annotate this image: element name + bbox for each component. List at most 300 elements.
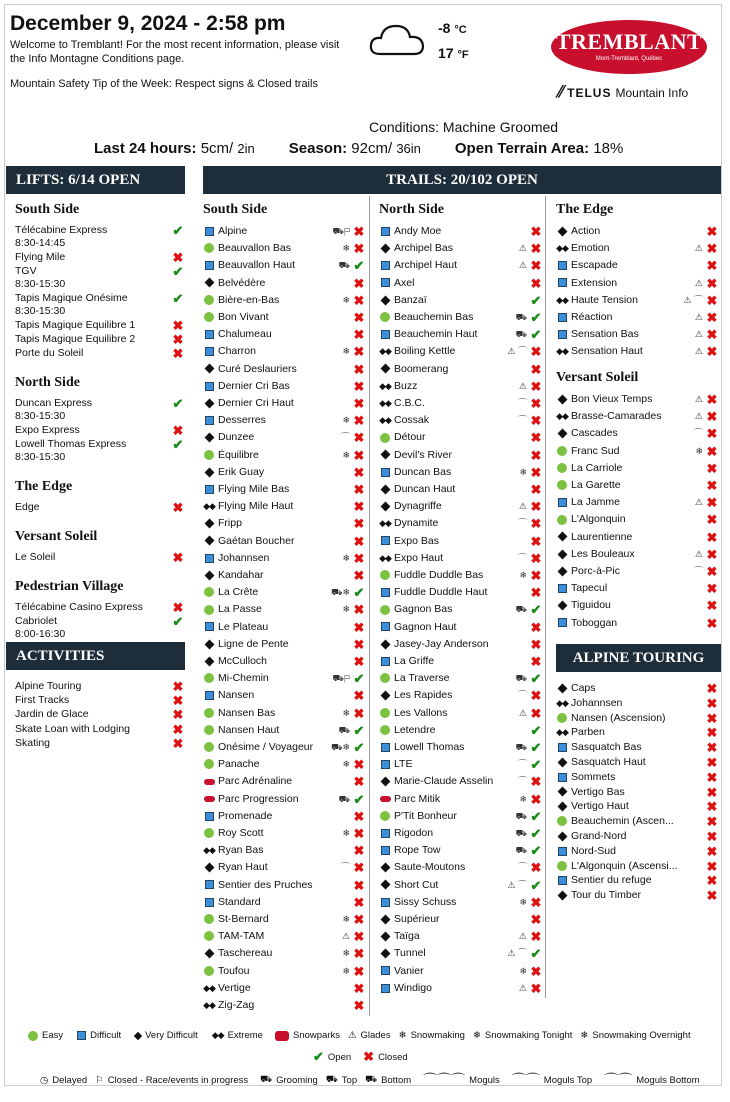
trail-feature-icons: ⌒ xyxy=(517,690,527,701)
closed-x-icon: ✖ xyxy=(706,241,718,257)
closed-x-icon: ✖ xyxy=(353,654,365,669)
trail-row xyxy=(556,531,719,544)
trail-row xyxy=(379,431,543,444)
very-difficult-icon xyxy=(379,638,391,651)
trail-row xyxy=(203,242,366,255)
closed-x-icon: ✖ xyxy=(706,710,718,726)
very-difficult-icon xyxy=(379,449,391,462)
trail-name: Beauvallon Haut xyxy=(218,259,296,272)
trail-name: Cossak xyxy=(394,414,430,427)
open-check-icon: ✔ xyxy=(353,722,365,738)
difficult-icon xyxy=(379,655,391,668)
closed-x-icon: ✖ xyxy=(530,464,542,480)
trail-row xyxy=(203,724,366,737)
trail-name: Bon Vivant xyxy=(218,311,269,323)
extreme-icon: ◆◆ xyxy=(203,982,215,993)
trail-row xyxy=(379,827,543,840)
trail-name: Toufou xyxy=(218,964,250,977)
trail-row xyxy=(203,775,366,788)
easy-icon xyxy=(203,603,215,616)
closed-x-icon: ✖ xyxy=(530,344,542,360)
open-check-icon: ✔ xyxy=(353,258,365,274)
open-check-icon: ✔ xyxy=(172,396,184,411)
trail-row xyxy=(203,294,366,307)
trail-row xyxy=(556,874,719,887)
grooming-bottom-icon: ⛟ xyxy=(365,1074,378,1085)
closed-x-icon: ✖ xyxy=(706,873,718,889)
open-check-icon: ✔ xyxy=(172,614,184,629)
trail-row xyxy=(556,726,719,739)
trail-feature-icons: ❄ xyxy=(519,570,527,580)
trail-feature-icons: ⌒ xyxy=(340,432,350,443)
trail-feature-icons: ⛟⚐ xyxy=(332,673,350,684)
lift-name: Flying Mile xyxy=(15,251,66,263)
trail-name: Haute Tension xyxy=(571,293,638,306)
closed-x-icon: ✖ xyxy=(172,500,184,515)
closed-x-icon: ✖ xyxy=(172,550,184,565)
lift-row xyxy=(15,251,185,264)
lift-row xyxy=(15,615,185,641)
lift-hours: 8:30-15:30 xyxy=(15,278,66,290)
section-title: North Side xyxy=(379,202,444,217)
lift-name: Tapis Magique Equilibre 1 xyxy=(15,319,136,331)
trail-name: Tour du Timber xyxy=(571,889,642,902)
telus-mountain-info: ⫽ TELUS Mountain Info xyxy=(556,84,689,101)
trail-row xyxy=(379,225,543,238)
snow-stats xyxy=(94,140,623,157)
closed-x-icon: ✖ xyxy=(353,499,365,515)
trail-row xyxy=(379,535,543,548)
closed-x-icon: ✖ xyxy=(530,860,542,876)
trail-name: Curé Deslauriers xyxy=(218,362,297,375)
difficult-icon xyxy=(379,896,391,909)
trail-feature-icons: ⚠ xyxy=(694,312,703,322)
open-check-icon: ✔ xyxy=(313,1049,324,1064)
lift-row xyxy=(15,601,185,614)
closed-x-icon: ✖ xyxy=(353,361,365,377)
trail-row xyxy=(379,345,543,358)
closed-x-icon: ✖ xyxy=(353,533,365,549)
flag-icon: ⚐ xyxy=(95,1074,104,1086)
trail-feature-icons: ⚠ xyxy=(694,411,703,422)
trail-name: Vertige xyxy=(218,981,251,994)
trail-feature-icons: ⚠ xyxy=(518,931,527,942)
closed-x-icon: ✖ xyxy=(706,615,718,631)
difficult-icon xyxy=(556,328,568,341)
trail-row xyxy=(556,513,719,526)
lift-row xyxy=(15,333,185,346)
closed-x-icon: ✖ xyxy=(530,929,542,945)
lift-row xyxy=(15,397,185,423)
trail-row xyxy=(556,860,719,873)
very-difficult-icon xyxy=(556,682,568,695)
trail-row xyxy=(379,930,543,943)
trail-row xyxy=(379,655,543,668)
closed-x-icon: ✖ xyxy=(530,447,542,463)
difficult-icon xyxy=(379,827,391,840)
easy-icon xyxy=(203,724,215,737)
trail-name: Boomerang xyxy=(394,362,449,375)
difficult-icon xyxy=(379,328,391,341)
extreme-icon: ◆◆ xyxy=(211,1030,224,1040)
very-difficult-icon xyxy=(379,879,391,892)
very-difficult-icon xyxy=(379,483,391,496)
trail-name: Nansen Haut xyxy=(218,723,280,736)
closed-x-icon: ✖ xyxy=(530,224,542,239)
trail-feature-icons: ⚠ ⌒ xyxy=(507,879,527,890)
trail-feature-icons: ⚠ ⌒ xyxy=(683,294,703,305)
trail-feature-icons: ❄ xyxy=(342,346,350,357)
trail-row xyxy=(379,242,543,255)
trail-feature-icons: ⛟ xyxy=(515,329,527,340)
trail-name: Dernier Cri Bas xyxy=(218,379,290,392)
trail-name: Caps xyxy=(571,682,596,694)
section-title: South Side xyxy=(203,202,268,217)
trail-row xyxy=(203,449,366,462)
difficult-icon xyxy=(203,896,215,909)
easy-icon xyxy=(203,672,215,685)
trail-row xyxy=(203,431,366,444)
trail-row xyxy=(556,479,719,492)
trail-row xyxy=(203,810,366,823)
snowpark-icon xyxy=(203,793,215,806)
trail-name: Windigo xyxy=(394,981,432,994)
moguls-icon: ⌒⌒⌒ xyxy=(423,1072,466,1088)
closed-x-icon: ✖ xyxy=(353,482,365,497)
closed-x-icon: ✖ xyxy=(530,894,542,910)
closed-x-icon: ✖ xyxy=(353,241,365,257)
extreme-icon: ◆◆ xyxy=(203,1000,215,1010)
open-check-icon: ✔ xyxy=(172,291,184,306)
closed-x-icon: ✖ xyxy=(706,529,718,545)
trail-row xyxy=(203,397,366,410)
lift-row xyxy=(15,501,185,514)
trail-feature-icons: ⚠ ⌒ xyxy=(507,948,527,959)
extreme-icon: ◆◆ xyxy=(379,380,391,391)
easy-icon xyxy=(556,860,568,873)
closed-x-icon: ✖ xyxy=(530,241,542,257)
closed-x-icon: ✖ xyxy=(353,688,365,704)
very-difficult-icon xyxy=(203,466,215,479)
difficult-icon xyxy=(203,345,215,358)
trail-name: Archipel Haut xyxy=(394,259,458,272)
trail-row xyxy=(556,294,719,307)
trail-feature-icons: ⚠ xyxy=(694,277,703,288)
trail-name: Expo Haut xyxy=(394,551,444,564)
trail-name: Expo Bas xyxy=(394,534,439,547)
trail-name: Lowell Thomas xyxy=(394,741,465,753)
trail-feature-icons: ❄ xyxy=(342,948,350,959)
lift-name: Télécabine Express 8:30-14:45 xyxy=(15,224,108,249)
trail-feature-icons: ❄ xyxy=(342,604,350,615)
activity-name: Skating xyxy=(15,736,51,749)
closed-x-icon: ✖ xyxy=(353,757,365,773)
trail-row xyxy=(556,845,719,858)
closed-x-icon: ✖ xyxy=(172,250,184,265)
lift-name: Tapis Magique Equilibre 2 xyxy=(15,333,136,345)
trail-name: McCulloch xyxy=(218,655,268,667)
trail-name: Mi-Chemin xyxy=(218,672,269,685)
trail-name: Rope Tow xyxy=(394,844,441,857)
difficult-icon xyxy=(556,311,568,324)
trail-name: Chalumeau xyxy=(218,328,272,341)
closed-x-icon: ✖ xyxy=(353,550,365,566)
easy-icon xyxy=(379,311,391,324)
very-difficult-icon xyxy=(203,947,215,960)
trail-row xyxy=(556,582,719,595)
trail-feature-icons: ❄ xyxy=(342,914,350,924)
trail-row xyxy=(556,786,719,799)
closed-x-icon: ✖ xyxy=(353,894,365,910)
difficult-icon xyxy=(379,225,391,238)
trail-row xyxy=(556,697,719,710)
trail-name: Nansen (Ascension) xyxy=(571,711,666,724)
trail-name: P'Tit Bonheur xyxy=(394,809,457,822)
trail-name: Escapade xyxy=(571,259,618,272)
trail-feature-icons: ⛟ xyxy=(515,810,527,821)
activity-row xyxy=(15,680,185,693)
trail-name: Parben xyxy=(571,726,605,739)
trail-feature-icons: ⛟❄ xyxy=(331,742,350,752)
closed-x-icon: ✖ xyxy=(353,344,365,360)
trail-feature-icons: ❄ xyxy=(342,828,350,838)
lift-row xyxy=(15,319,185,332)
trail-row xyxy=(203,638,366,651)
closed-x-icon: ✖ xyxy=(353,275,365,291)
trail-name: Vertigo Bas xyxy=(571,785,625,798)
trail-name: Sentier du refuge xyxy=(571,874,652,887)
trail-name: Tapecul xyxy=(571,582,608,595)
trail-feature-icons: ⛟ xyxy=(338,724,350,735)
trail-feature-icons: ⚠ xyxy=(518,243,527,254)
trail-name: Dynagriffe xyxy=(394,500,442,513)
difficult-icon xyxy=(556,874,568,887)
trail-name: Duncan Haut xyxy=(394,483,456,495)
closed-x-icon: ✖ xyxy=(530,430,542,446)
closed-x-icon: ✖ xyxy=(706,409,718,425)
trail-row xyxy=(556,393,719,406)
trail-row xyxy=(203,758,366,771)
trail-name: Fuddle Duddle Haut xyxy=(394,586,488,599)
very-difficult-icon xyxy=(203,638,215,651)
closed-x-icon: ✖ xyxy=(353,826,365,841)
open-check-icon: ✔ xyxy=(530,602,542,618)
trail-row xyxy=(203,827,366,840)
trail-name: C.B.C. xyxy=(394,397,425,409)
closed-x-icon: ✖ xyxy=(530,774,542,790)
very-difficult-icon xyxy=(556,756,568,769)
trail-name: Standard xyxy=(218,895,261,908)
very-difficult-icon xyxy=(556,889,568,902)
lift-name: Duncan Express 8:30-15:30 xyxy=(15,397,93,422)
trail-feature-icons: ⚠ xyxy=(518,260,527,271)
activity-row xyxy=(15,708,185,721)
closed-x-icon: ✖ xyxy=(172,332,184,347)
difficult-icon xyxy=(379,466,391,479)
very-difficult-icon xyxy=(379,242,391,255)
trail-row xyxy=(379,844,543,857)
trail-feature-icons: ⛟ xyxy=(338,793,350,804)
trail-row xyxy=(203,380,366,393)
trail-row xyxy=(203,414,366,427)
lift-name: Télécabine Casino Express xyxy=(15,601,143,613)
extreme-icon: ◆◆ xyxy=(556,346,568,357)
closed-x-icon: ✖ xyxy=(353,327,365,343)
difficult-icon xyxy=(379,982,391,995)
difficult-icon xyxy=(379,741,391,754)
trail-name: La Crête xyxy=(218,586,259,599)
trail-feature-icons: ⚠ xyxy=(341,931,350,942)
trail-name: Action xyxy=(571,225,601,237)
trail-name: Saute-Moutons xyxy=(394,861,466,874)
trail-name: Short Cut xyxy=(394,878,439,891)
conditions-text: Conditions: Machine Groomed xyxy=(369,119,559,135)
difficult-icon xyxy=(203,552,215,565)
extreme-icon: ◆◆ xyxy=(556,697,568,708)
section-title: South Side xyxy=(15,202,80,217)
trail-row xyxy=(203,500,366,513)
trail-name: Sensation Bas xyxy=(571,328,639,341)
snowpark-icon xyxy=(203,775,215,788)
trail-name: LTE xyxy=(394,758,413,771)
closed-x-icon: ✖ xyxy=(706,495,718,511)
difficult-icon xyxy=(379,621,391,634)
closed-x-icon: ✖ xyxy=(353,877,365,893)
trail-row xyxy=(379,689,543,702)
trail-row xyxy=(556,682,719,695)
open-check-icon: ✔ xyxy=(530,946,542,962)
closed-x-icon: ✖ xyxy=(353,396,365,411)
trail-name: Jasey-Jay Anderson xyxy=(394,637,489,650)
closed-x-icon: ✖ xyxy=(353,464,365,480)
easy-icon xyxy=(203,827,215,840)
closed-x-icon: ✖ xyxy=(530,533,542,549)
grooming-icon: ⛟ xyxy=(260,1074,273,1085)
trail-name: Charron xyxy=(218,345,256,358)
closed-x-icon: ✖ xyxy=(172,693,184,709)
trail-name: Letendre xyxy=(394,723,436,736)
closed-x-icon: ✖ xyxy=(353,808,365,824)
lift-hours: 8:30-15:30 xyxy=(15,451,66,463)
closed-x-icon: ✖ xyxy=(353,430,365,446)
difficult-icon xyxy=(379,259,391,272)
trail-name: Duncan Bas xyxy=(394,465,452,478)
trail-name: Belvédère xyxy=(218,276,266,289)
open-check-icon: ✔ xyxy=(530,327,542,343)
trail-feature-icons: ⚠ xyxy=(694,548,703,559)
trail-row xyxy=(556,311,719,324)
section-title: North Side xyxy=(15,375,80,390)
closed-x-icon: ✖ xyxy=(530,275,542,291)
welcome-text: Welcome to Tremblant! For the most recent information, please visit the Info Montagne Conditions page. xyxy=(10,39,340,65)
trail-row xyxy=(379,311,543,324)
trail-row xyxy=(379,328,543,341)
closed-x-icon: ✖ xyxy=(706,310,718,325)
difficult-icon xyxy=(203,483,215,496)
trail-feature-icons: ⌒ xyxy=(517,398,527,408)
closed-x-icon: ✖ xyxy=(706,799,718,815)
very-difficult-icon xyxy=(379,294,391,307)
easy-icon xyxy=(379,569,391,582)
trail-feature-icons: ⛟ xyxy=(338,260,350,271)
trail-feature-icons: ⛟ xyxy=(515,673,527,684)
trail-row xyxy=(379,621,543,634)
lifts-header: LIFTS: 6/14 OPEN xyxy=(6,166,185,194)
trail-row xyxy=(203,345,366,358)
trail-feature-icons: ⌒ xyxy=(693,428,703,439)
trail-name: Panache xyxy=(218,758,260,771)
activity-name: First Tracks xyxy=(15,694,70,707)
open-check-icon: ✔ xyxy=(530,757,542,773)
closed-x-icon: ✖ xyxy=(353,310,365,325)
open-check-icon: ✔ xyxy=(353,740,365,755)
trail-row xyxy=(379,259,543,272)
lift-row xyxy=(15,265,185,291)
trail-name: La Griffe xyxy=(394,655,435,667)
last-24-hours: Last 24 hours: 5cm/ 2in xyxy=(94,140,255,157)
easy-icon xyxy=(203,294,215,307)
very-difficult-icon xyxy=(203,535,215,548)
trail-name: Parc Adrénaline xyxy=(218,775,293,788)
extreme-icon: ◆◆ xyxy=(379,518,391,529)
closed-x-icon: ✖ xyxy=(706,814,718,830)
trail-name: Sentier des Pruches xyxy=(218,878,313,891)
easy-icon xyxy=(379,724,391,737)
trail-row xyxy=(556,225,719,238)
closed-x-icon: ✖ xyxy=(706,292,718,308)
trail-row xyxy=(379,517,543,530)
trail-feature-icons: ⌒ xyxy=(517,776,527,787)
trail-row xyxy=(556,800,719,813)
very-difficult-icon xyxy=(556,565,568,578)
easy-icon xyxy=(203,242,215,255)
trail-row xyxy=(203,689,366,702)
trail-name: Rigodon xyxy=(394,827,434,839)
trail-name: Vertigo Haut xyxy=(571,800,629,813)
easy-icon xyxy=(379,603,391,616)
closed-x-icon: ✖ xyxy=(172,679,184,694)
trail-row xyxy=(379,569,543,582)
activity-name: Skate Loan with Lodging xyxy=(15,722,131,735)
trail-row xyxy=(203,328,366,341)
snowpark-icon xyxy=(275,1031,289,1041)
trail-row xyxy=(379,483,543,496)
easy-icon xyxy=(556,712,568,725)
trail-row xyxy=(556,712,719,725)
trail-feature-icons: ❄ xyxy=(519,466,527,477)
trail-name: Boiling Kettle xyxy=(394,345,456,358)
difficult-icon xyxy=(203,689,215,702)
closed-x-icon: ✖ xyxy=(353,929,365,945)
closed-x-icon: ✖ xyxy=(172,318,184,333)
open-terrain: Open Terrain Area: 18% xyxy=(454,140,624,157)
trail-name: Bière-en-Bas xyxy=(218,293,280,306)
closed-x-icon: ✖ xyxy=(706,460,718,476)
closed-x-icon: ✖ xyxy=(530,654,542,669)
trail-row xyxy=(379,552,543,565)
closed-x-icon: ✖ xyxy=(706,598,718,614)
extreme-icon: ◆◆ xyxy=(556,294,568,305)
trail-row xyxy=(556,445,719,458)
trail-row xyxy=(556,548,719,561)
trail-row xyxy=(203,259,366,272)
trail-name: Dernier Cri Haut xyxy=(218,397,294,409)
trail-name: Gaétan Boucher xyxy=(218,534,295,547)
very-difficult-icon xyxy=(203,861,215,874)
closed-x-icon: ✖ xyxy=(706,843,718,859)
closed-x-icon: ✖ xyxy=(530,980,542,996)
closed-x-icon: ✖ xyxy=(706,740,718,756)
